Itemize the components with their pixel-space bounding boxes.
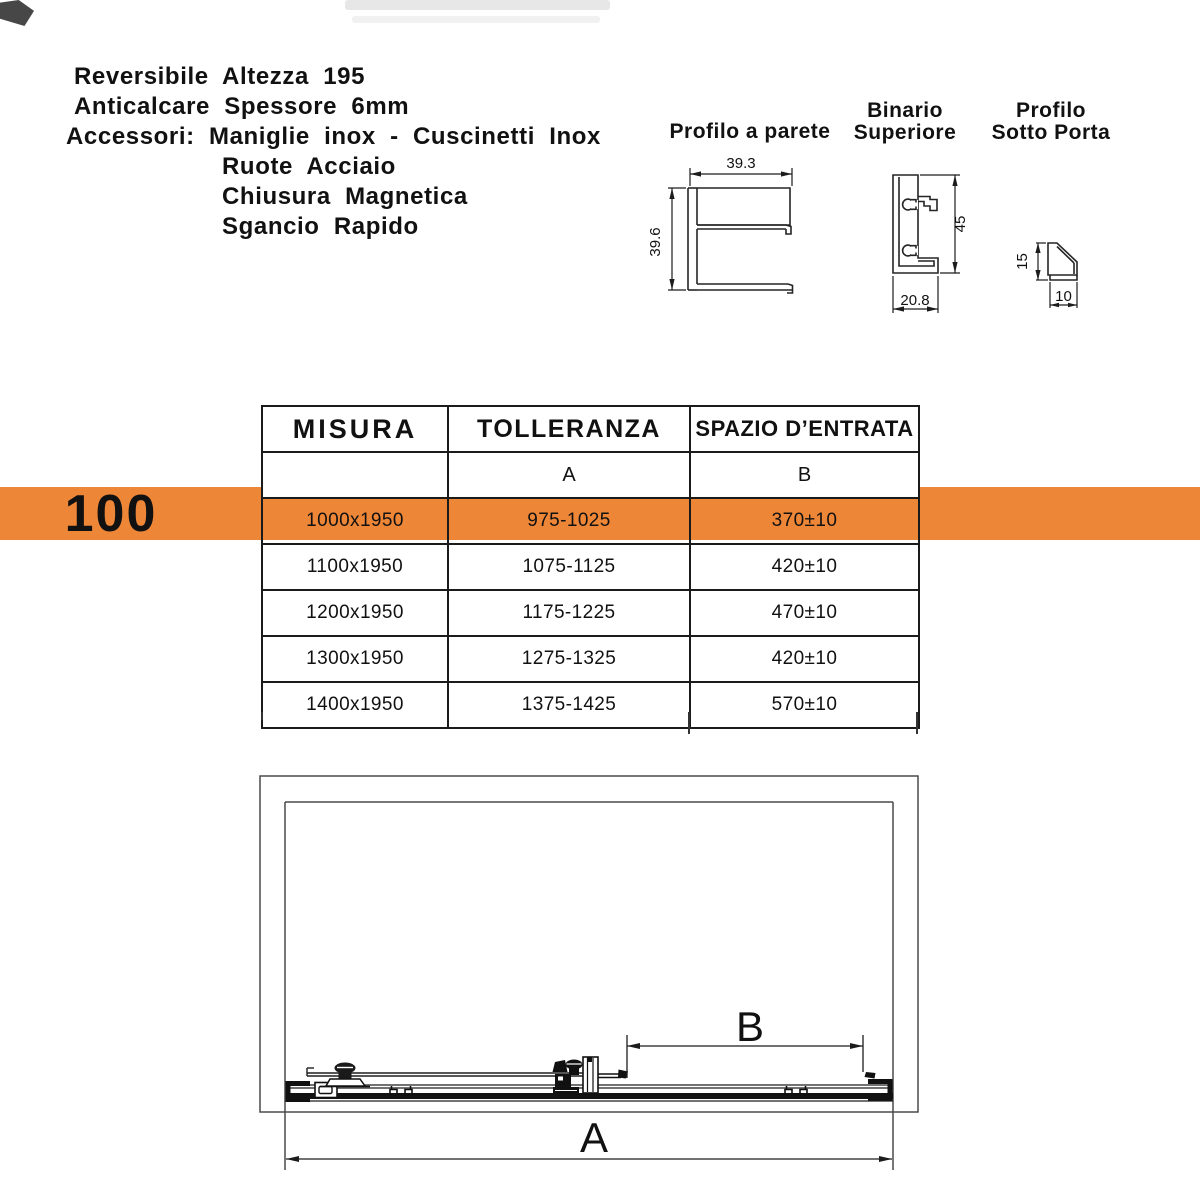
left-end-cap <box>288 1084 310 1100</box>
cropped-logo-artifact <box>0 0 34 26</box>
cell-spazio: 370±10 <box>690 498 919 544</box>
cell-misura: 1200x1950 <box>262 590 448 636</box>
header-spazio: SPAZIO D’ENTRATA <box>690 406 919 452</box>
cell-tolleranza: 1175-1225 <box>448 590 690 636</box>
table-stub-line <box>916 712 918 734</box>
left-roller <box>320 1063 370 1087</box>
feature-line: Ruote Acciaio <box>222 153 396 180</box>
feature-line: Chiusura Magnetica <box>222 183 468 210</box>
right-end-cap <box>868 1082 890 1099</box>
feature-list <box>66 62 601 242</box>
table-row <box>262 682 919 728</box>
right-stopper <box>865 1072 876 1079</box>
door-plan-drawing <box>250 765 960 1200</box>
cell-misura: 1000x1950 <box>262 498 448 544</box>
top-rail-title-line1: Binario <box>867 99 943 122</box>
table-row <box>262 636 919 682</box>
cell-misura: 1100x1950 <box>262 544 448 590</box>
dimension-a <box>286 1114 892 1162</box>
cell-spazio: 420±10 <box>690 544 919 590</box>
under-door-profile-title <box>980 100 1122 144</box>
cell-spazio: 470±10 <box>690 590 919 636</box>
table-stub-line <box>261 712 263 720</box>
cropped-text-artifact <box>352 16 600 23</box>
wall-profile-title: Profilo a parete <box>669 120 831 143</box>
under-door-height-dim: 15 <box>1014 253 1031 270</box>
wall-profile-drawing <box>640 150 810 310</box>
dim-b-label: B <box>735 1003 765 1050</box>
header-misura: MISURA <box>262 406 448 452</box>
feature-line: Sgancio Rapido <box>222 213 419 240</box>
cell-tolleranza: 1275-1325 <box>448 636 690 682</box>
cell-tolleranza: 1375-1425 <box>448 682 690 728</box>
feature-line: Anticalcare Spessore 6mm <box>74 93 410 120</box>
cell-tolleranza: 975-1025 <box>448 498 690 544</box>
under-door-title-line1: Profilo <box>1016 99 1086 122</box>
top-rail-height-dim: 45 <box>952 215 969 233</box>
feature-line: Reversibile Altezza 195 <box>74 63 366 90</box>
under-door-width-dim: 10 <box>1055 288 1072 305</box>
table-row-highlighted <box>262 498 919 544</box>
under-door-title-line2: Sotto Porta <box>991 121 1111 144</box>
feature-line: Accessori: Maniglie inox - Cuscinetti Inox <box>66 123 601 150</box>
table-header-row <box>262 406 919 452</box>
cell-misura: 1400x1950 <box>262 682 448 728</box>
top-rail-title <box>845 100 965 144</box>
size-table <box>261 405 920 729</box>
subheader-empty <box>262 452 448 498</box>
cell-tolleranza: 1075-1125 <box>448 544 690 590</box>
cell-spazio: 570±10 <box>690 682 919 728</box>
cell-spazio: 420±10 <box>690 636 919 682</box>
subheader-a: A <box>448 452 690 498</box>
table-stub-line <box>688 712 690 734</box>
header-tolleranza: TOLLERANZA <box>448 406 690 452</box>
subheader-b: B <box>690 452 919 498</box>
under-door-profile-drawing <box>1010 238 1100 318</box>
table-subheader-row <box>262 452 919 498</box>
wall-profile-height-dim: 39.6 <box>647 227 664 257</box>
dimension-b <box>627 1003 863 1078</box>
dim-a-label: A <box>579 1114 609 1161</box>
size-label: 100 <box>64 485 158 543</box>
table-row <box>262 590 919 636</box>
table-row <box>262 544 919 590</box>
top-rail-title-line2: Superiore <box>853 121 957 144</box>
top-rail-width-dim: 20.8 <box>900 292 930 309</box>
wall-profile-width-dim: 39.3 <box>726 155 756 172</box>
cropped-text-artifact <box>345 0 610 10</box>
top-rail-drawing <box>880 165 980 325</box>
cell-misura: 1300x1950 <box>262 636 448 682</box>
